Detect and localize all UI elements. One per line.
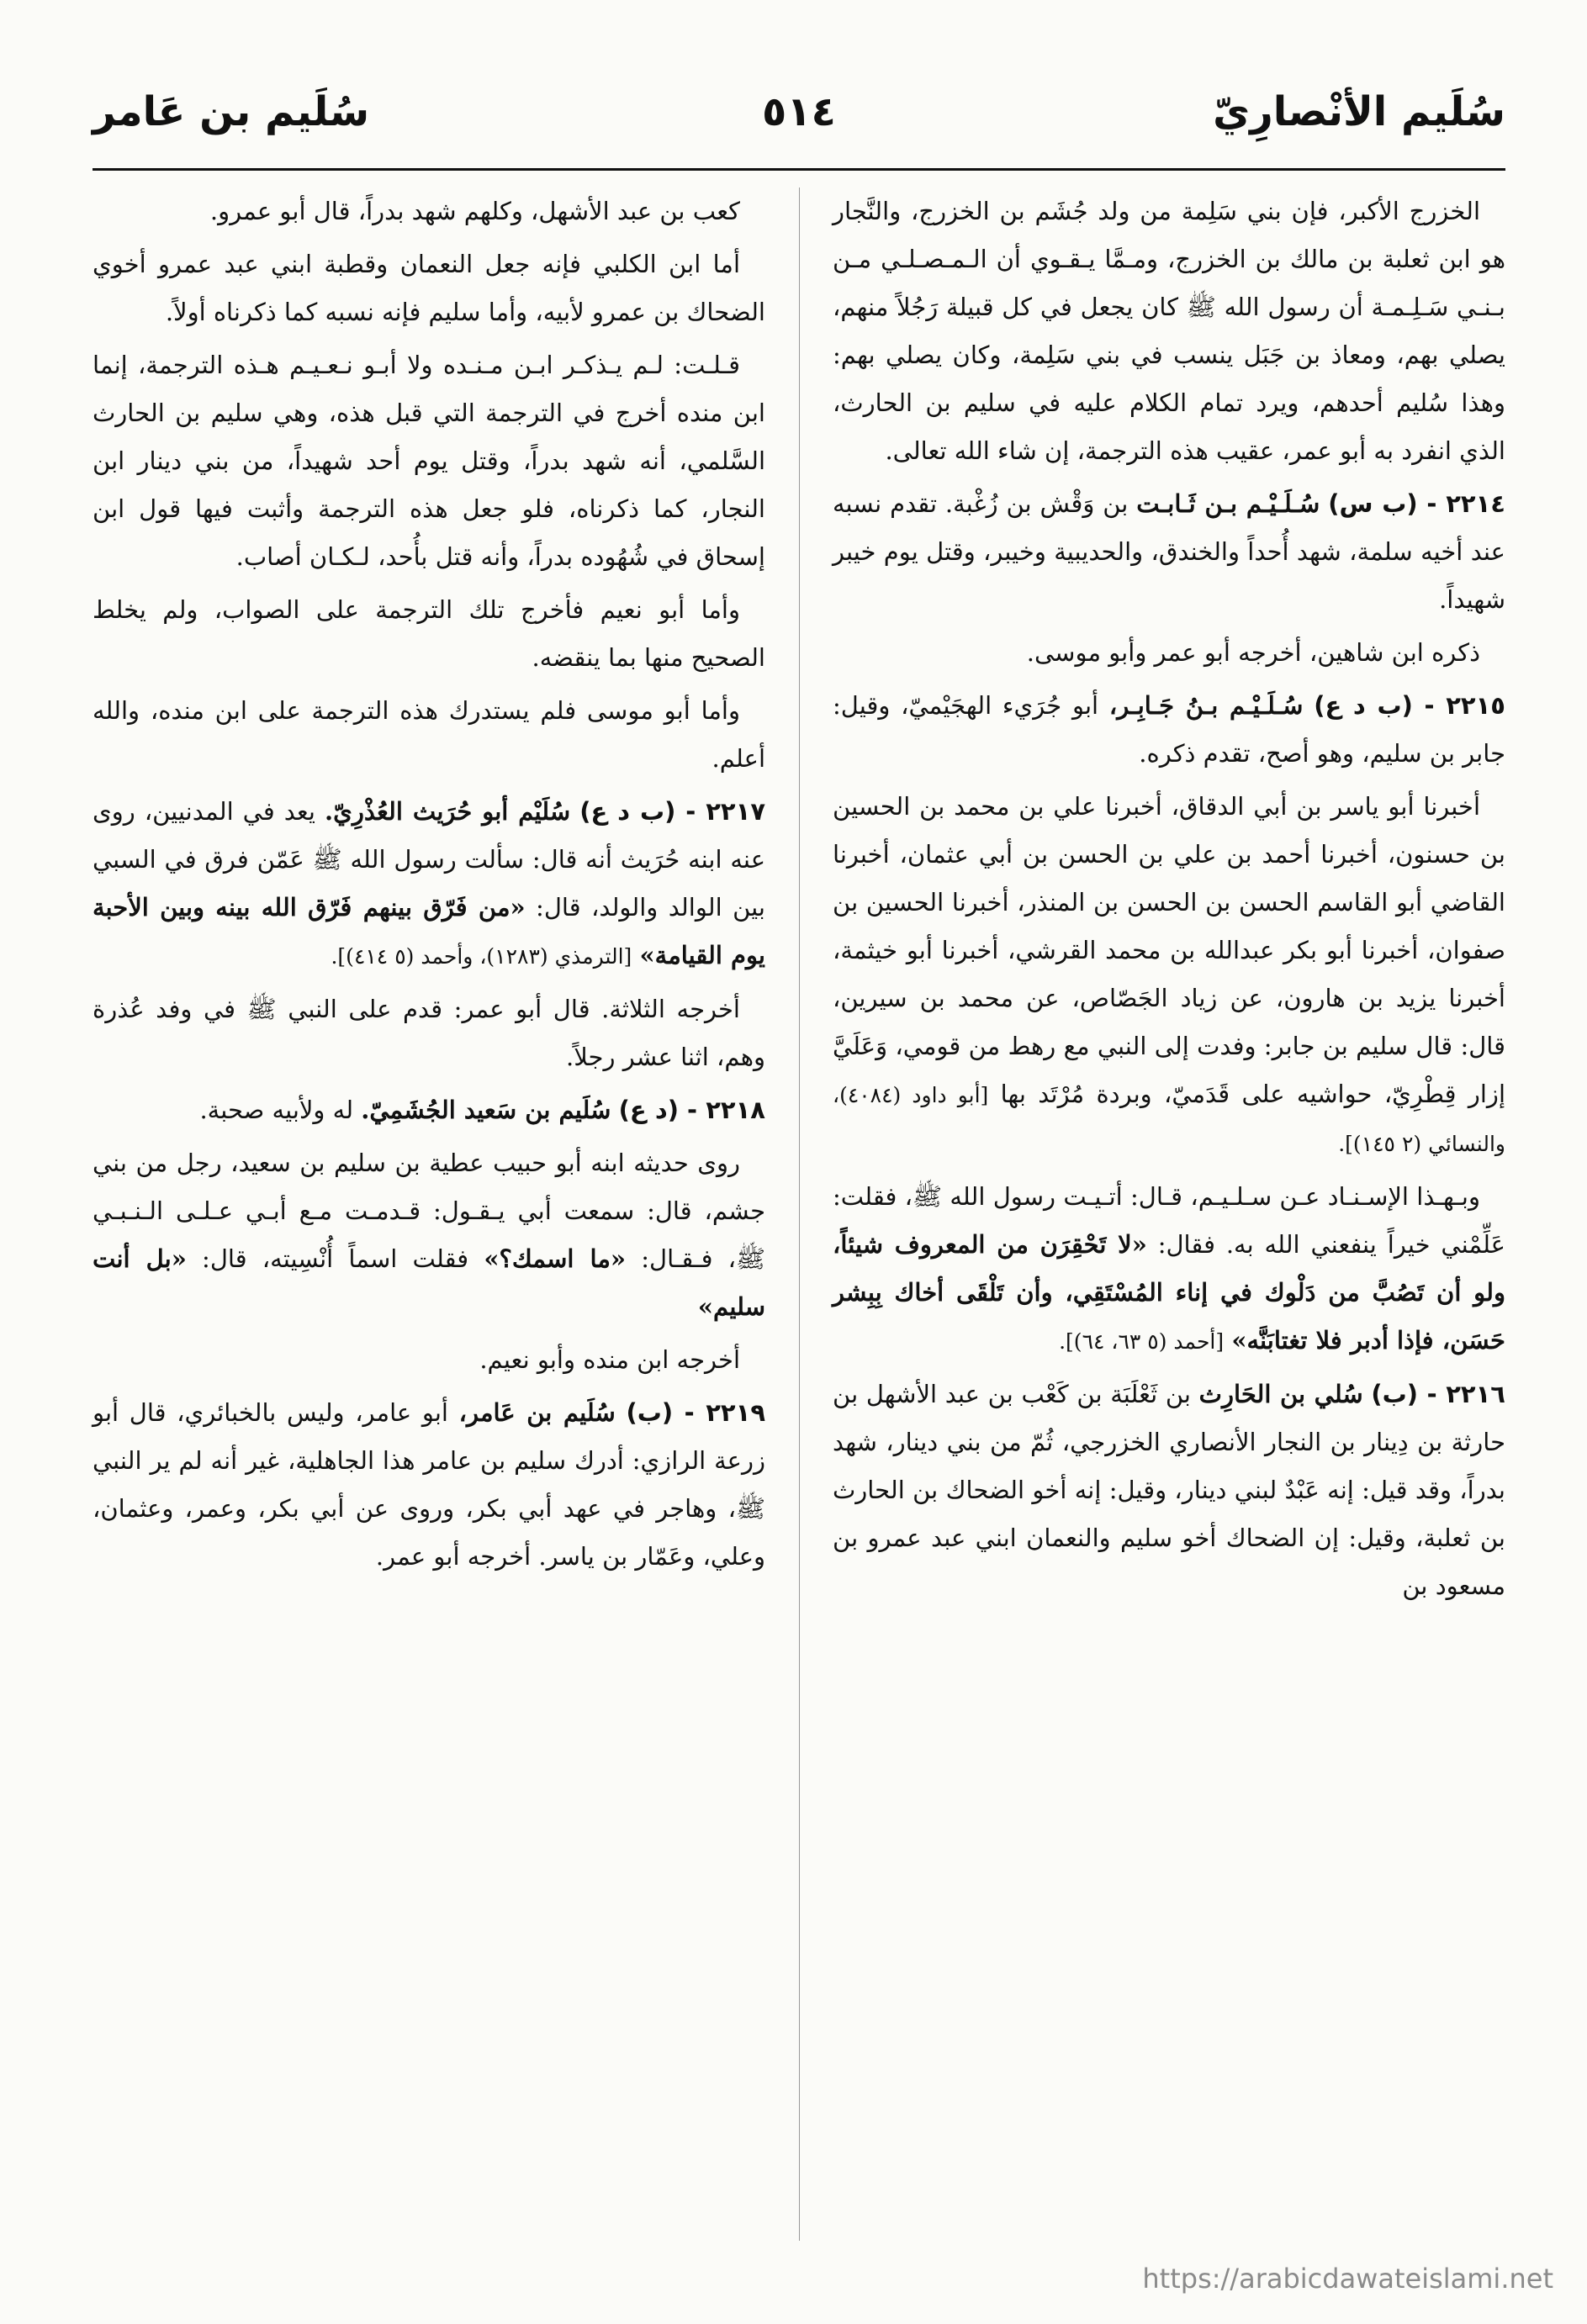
citation: [أبو داود (٤٠٨٤)، والنسائي (٢ ١٤٥)]. <box>833 1083 1505 1156</box>
paragraph: أخرجه الثلاثة. قال أبو عمر: قدم على النبي ﷺ في وفد عُذرة وهم، اثنا عشر رجلاً. <box>93 995 765 1071</box>
hadith-text: «بل أنت سليم» <box>93 1244 765 1321</box>
paragraph: كعب بن عبد الأشهل، وكلهم شهد بدراً، قال أبو عمرو. <box>209 197 740 225</box>
entry-number: ٢٢١٧ - (ب د ع) <box>579 797 766 826</box>
entry-name: سُـلَـيْـم بـنُ جَـابِـر، <box>1108 691 1304 720</box>
left-column <box>93 188 765 1586</box>
entry-name: سُلَيْم أبو حُرَيث العُذْرِيّ. <box>325 797 571 826</box>
entry-name: سُلَيم بن سَعيد الجُشَمِيّ. <box>361 1096 611 1124</box>
paragraph: وأما أبو نعيم فأخرج تلك الترجمة على الصواب، ولم يخلط الصحيح منها بما ينقضه. <box>93 595 765 672</box>
paragraph-text: روى حديثه ابنه أبو حبيب عطية بن سليم بن سعيد، رجل من بني جشم، قال: سمعت أبي يـقـول: قـدمـت مـع أبـي عـلـى الـنـبـي ﷺ، فـقـال: <box>93 1149 766 1273</box>
entry-text: بن ثَعْلَبَة بن كَعْب بن عبد الأشهل بن حارثة بن دِينار بن النجار الأنصاري الخزرجي، ثُمّ من بني دينار، شهد بدراً، وقد قيل: إنه عَبْدٌ لبني دينار، وقيل: إنه أخو الضحاك بن الحارث بن ثعلبة، وقيل: إن الضحاك أخو سليم والنعمان ابني عبد عمرو بن مسعود بن <box>833 1380 1505 1600</box>
book-page <box>93 80 1505 2258</box>
entry-number: ٢٢١٤ - (ب س) <box>1328 489 1506 518</box>
paragraph: قـلـت: لـم يـذكـر ابـن مـنـده ولا أبـو نـعـيـم هـذه الترجمة، إنما ابن منده أخرج في الترجمة التي قبل هذه، وهي سليم بن الحارث السَّلمي، أنه شهد بدراً، وقتل يوم أحد شهيداً، من بني دينار ابن النجار، كما ذكرناه، فلو جعل هذه الترجمة وأثبت فيها قول ابن إسحاق في شُهُوده بدراً، وأنه قتل بأُحد، لـكـان أصاب. <box>93 351 765 571</box>
entry-2216 <box>833 1371 1505 1610</box>
citation: [الترمذي (١٢٨٣)، وأحمد (٥ ٤١٤)]. <box>331 944 632 969</box>
paragraph <box>833 783 1505 1168</box>
entry-2217 <box>93 788 765 980</box>
hadith-text: «من فَرّق بينهم فَرّق الله بينه وبين الأحبة يوم القيامة» <box>93 893 765 969</box>
paragraph <box>833 1173 1505 1365</box>
paragraph: أخرجه ابن منده وأبو نعيم. <box>479 1345 740 1374</box>
entry-name: سُـلَـيْـم بـن ثَـابـت <box>1136 489 1320 518</box>
entry-2214 <box>833 480 1505 624</box>
entry-2218 <box>93 1086 765 1134</box>
entry-number: ٢٢١٩ - (ب) <box>626 1398 766 1427</box>
paragraph-text: فقلت اسماً أُنْسِيته، قال: <box>202 1244 469 1273</box>
paragraph-text: أخبرنا أبو ياسر بن أبي الدقاق، أخبرنا علي بن محمد بن الحسين بن حسنون، أخبرنا أحمد بن علي بن الحسن بن أبي عثمان، أخبرنا القاضي أبو القاسم الحسن بن الحسن بن المنذر، أخبرنا الحسين بن صفوان، أخبرنا أبو بكر عبدالله بن محمد القرشي، أخبرنا أبو خيثمة، أخبرنا يزيد بن هارون، عن زياد الجَصّاص، عن محمد بن سيرين، قال: قال سليم بن جابر: وفدت إلى النبي مع رهط من قومي، وَعَلَيَّ إزار قِطْرِيّ، حواشيه على قَدَميّ، وبردة مُرْتَد بها <box>833 792 1505 1108</box>
entry-text: له ولأبيه صحبة. <box>199 1096 354 1124</box>
page-number: ٥١٤ <box>762 88 836 135</box>
page-header <box>93 80 1505 160</box>
paragraph-text: وبـهـذا الإسـنـاد عـن سـلـيـم، قـال: أتـيـت رسول الله ﷺ، فقلت: عَلِّمْني خيراً ينفعني الله به. فقال: <box>833 1182 1505 1259</box>
paragraph <box>93 1139 765 1331</box>
paragraph: أما ابن الكلبي فإنه جعل النعمان وقطبة ابني عبد عمرو أخوي الضحاك بن عمرو لأبيه، وأما سليم فإنه نسبه كما ذكرناه أولاً. <box>93 250 765 326</box>
right-column <box>833 188 1505 1615</box>
hadith-text: «لا تَحْقِرَن من المعروف شيئاً، ولو أن تَصُبَّ من دَلْوك في إناء المُسْتَقِي، وأن تَلْقَى أخاك بِبِشر حَسَن، فإذا أدبر فلا تغتابَنَّه» <box>833 1230 1505 1355</box>
entry-2219 <box>93 1389 765 1581</box>
entry-text: أبو عامر، وليس بالخبائري، قال أبو زرعة الرازي: أدرك سليم بن عامر هذا الجاهلية، غير أنه لم ير النبي ﷺ، وهاجر في عهد أبي بكر، وروى عن أبي بكر، وعمر، وعثمان، وعلي، وعَمّار بن ياسر. أخرجه أبو عمر. <box>93 1398 765 1571</box>
entry-name: سُلي بن الحَارِث <box>1198 1380 1363 1408</box>
paragraph: الخزرج الأكبر، فإن بني سَلِمة من ولد جُشَم بن الخزرج، والنَّجار هو ابن ثعلبة بن مالك بن الخزرج، ومـمَّا يـقـوي أن الـمـصـلـي مـن بـنـي سَـلِـمـة أن رسول الله ﷺ كان يجعل في كل قبيلة رَجُلاً منهم، يصلي بهم، ومعاذ بن جَبَل ينسب في بني سَلِمة، وكان يصلي بهم: وهذا سُليم أحدهم، ويرد تمام الكلام عليه في سليم بن الحارث، الذي انفرد به أبو عمر، عقيب هذه الترجمة، إن شاء الله تعالى. <box>833 197 1505 465</box>
header-left-title: سُلَيم بن عَامر <box>93 88 370 135</box>
entry-name: سُلَيم بن عَامر، <box>458 1398 616 1427</box>
entry-number: ٢٢١٥ - (ب د ع) <box>1314 691 1506 720</box>
hadith-text: «ما اسمك؟» <box>484 1244 627 1273</box>
watermark-url: https://arabicdawateislami.net <box>1142 2263 1553 2295</box>
entry-text: أبو جُرَيء الهجَيْميّ، وقيل: جابر بن سليم، وهو أصح، تقدم ذكره. <box>833 691 1505 768</box>
entry-number: ٢٢١٨ - (د ع) <box>618 1096 765 1124</box>
entry-text: بن وَقْش بن زُغْبة. تقدم نسبه عند أخيه سلمة، شهد أُحداً والخندق، والحديبية وخيبر، وقتل يوم خيبر شهيداً. <box>833 489 1505 614</box>
citation: [أحمد (٥ ٦٣، ٦٤)]. <box>1059 1329 1225 1354</box>
entry-2215 <box>833 682 1505 778</box>
column-separator <box>799 188 800 2241</box>
entry-text: يعد في المدنيين، روى عنه ابنه حُرَيث أنه قال: سألت رسول الله ﷺ عَمّن فرق في السبي بين الوالد والولد، قال: <box>93 797 766 922</box>
header-rule <box>93 168 1505 171</box>
paragraph: وأما أبو موسى فلم يستدرك هذه الترجمة على ابن منده، والله أعلم. <box>93 696 765 773</box>
header-right-title: سُلَيم الأنْصارِيّ <box>1213 88 1505 135</box>
paragraph: ذكره ابن شاهين، أخرجه أبو عمر وأبو موسى. <box>1026 638 1480 667</box>
entry-number: ٢٢١٦ - (ب) <box>1371 1380 1505 1408</box>
